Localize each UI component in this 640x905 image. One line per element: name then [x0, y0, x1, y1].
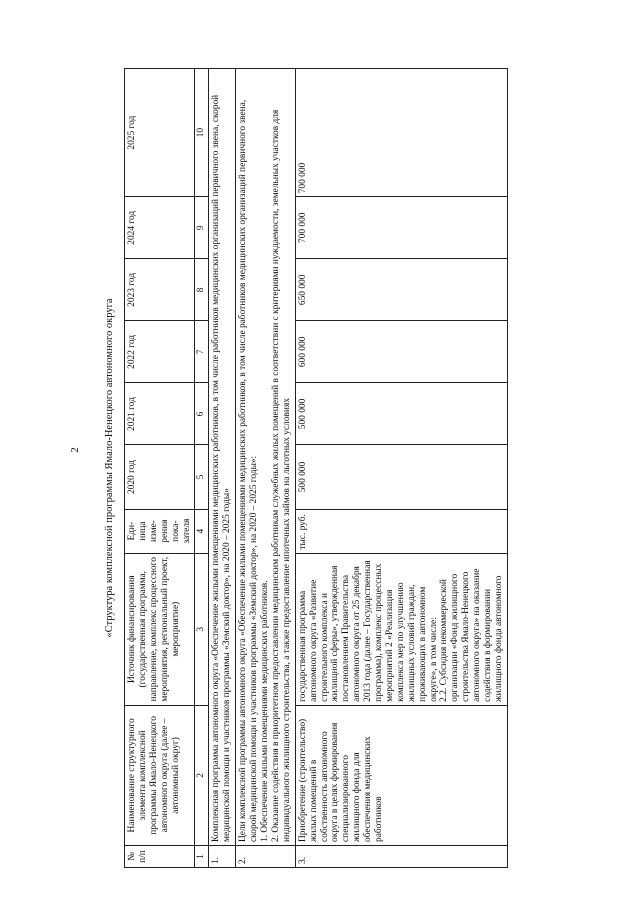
header-cell: 2020 год [125, 445, 195, 509]
header-cell: Еди-ница изме-рения пока-зателя [125, 509, 195, 553]
program-title-cell: Комплексная программа автономного округа «Обеспечение жилыми помещениями медицинских работников, в том числе работников медицинских организаций первичного звена, скорой медицинской помощи и участников программы «Земский доктор», на 2020 – 2025 годы» [209, 69, 236, 846]
table-row [295, 69, 507, 868]
column-number-row [195, 69, 209, 868]
value-2023: 650 000 [295, 259, 507, 321]
column-number: 10 [195, 69, 209, 197]
column-number: 6 [195, 383, 209, 445]
column-number: 7 [195, 321, 209, 383]
value-2024: 700 000 [295, 197, 507, 259]
header-cell: 2024 год [125, 197, 195, 259]
page-number: 2 [68, 447, 81, 453]
row-number: 2. [236, 845, 296, 867]
header-cell: 2025 год [125, 69, 195, 197]
row-number: 1. [209, 845, 236, 867]
header-row [125, 69, 195, 868]
column-number: 2 [195, 705, 209, 845]
element-name-cell: Приобретение (строительство) жилых помещений в собственность автономного округа в целях формирования специализированного жилищного фонда для обеспечения медицинских работников [295, 705, 507, 845]
unit-cell: тыс. руб. [295, 509, 507, 553]
funding-source-cell: государственная программа автономного округа «Развитие строительного комплекса и жилищной сферы», утвержденная постановлением Правительства автономного округа от 25 декабря 2013 года (далее – Государственная программа), комплекс процессных мероприятий 2 «Реализация комплекса мер по улучшению жилищных условий граждан, проживающих в автономном округе», в том числе: 2.2. Субсидия некоммерческой организации «Фонд жилищного строительства Ямало-Ненецкого автономного округа» на оказание содействия в формировании жилищного фонда автономного [295, 553, 507, 705]
header-cell: Источник финансирования (государственная программа, направление, комплекс процессного мероприятия, региональный проект, мероприятие) [125, 553, 195, 705]
column-number: 3 [195, 553, 209, 705]
column-number: 5 [195, 445, 209, 509]
header-cell: 2023 год [125, 259, 195, 321]
value-2022: 600 000 [295, 321, 507, 383]
program-structure-table [124, 68, 508, 868]
table-row [236, 69, 296, 868]
column-number: 9 [195, 197, 209, 259]
header-cell: 2022 год [125, 321, 195, 383]
value-2021: 500 000 [295, 383, 507, 445]
program-goals-cell: Цели комплексной программы автономного округа «Обеспечение жилыми помещениями медицинских работников, в том числе работников медицинских организаций первичного звена, скорой медицинской помощи и участников программы «Земский доктор», на 2020 – 2025 годы»: 1. Обеспечение жилыми помещениями медицинских работников. 2. Оказание содействия в приоритетном предоставлении медицинским работникам служебных жилых помещений в соответствии с критериями нуждаемости, земельных участков для индивидуального жилищного строительства, а также предоставление ипотечных займов на льготных условиях [236, 69, 296, 846]
document-title: «Структура комплексной программы Ямало-Ненецкого автономного округа [104, 298, 115, 638]
header-cell: 2021 год [125, 383, 195, 445]
row-number: 3. [295, 845, 507, 867]
value-2020: 500 000 [295, 445, 507, 509]
column-number: 8 [195, 259, 209, 321]
value-2025: 700 000 [295, 69, 507, 197]
header-cell: № п/п [125, 845, 195, 867]
column-number: 1 [195, 845, 209, 867]
header-cell: Наименование структурного элемента комплексной программы Ямало-Ненецкого автономного округа (далее – автономный округ) [125, 705, 195, 845]
column-number: 4 [195, 509, 209, 553]
table-row [209, 69, 236, 868]
rotated-page-content [104, 68, 624, 868]
